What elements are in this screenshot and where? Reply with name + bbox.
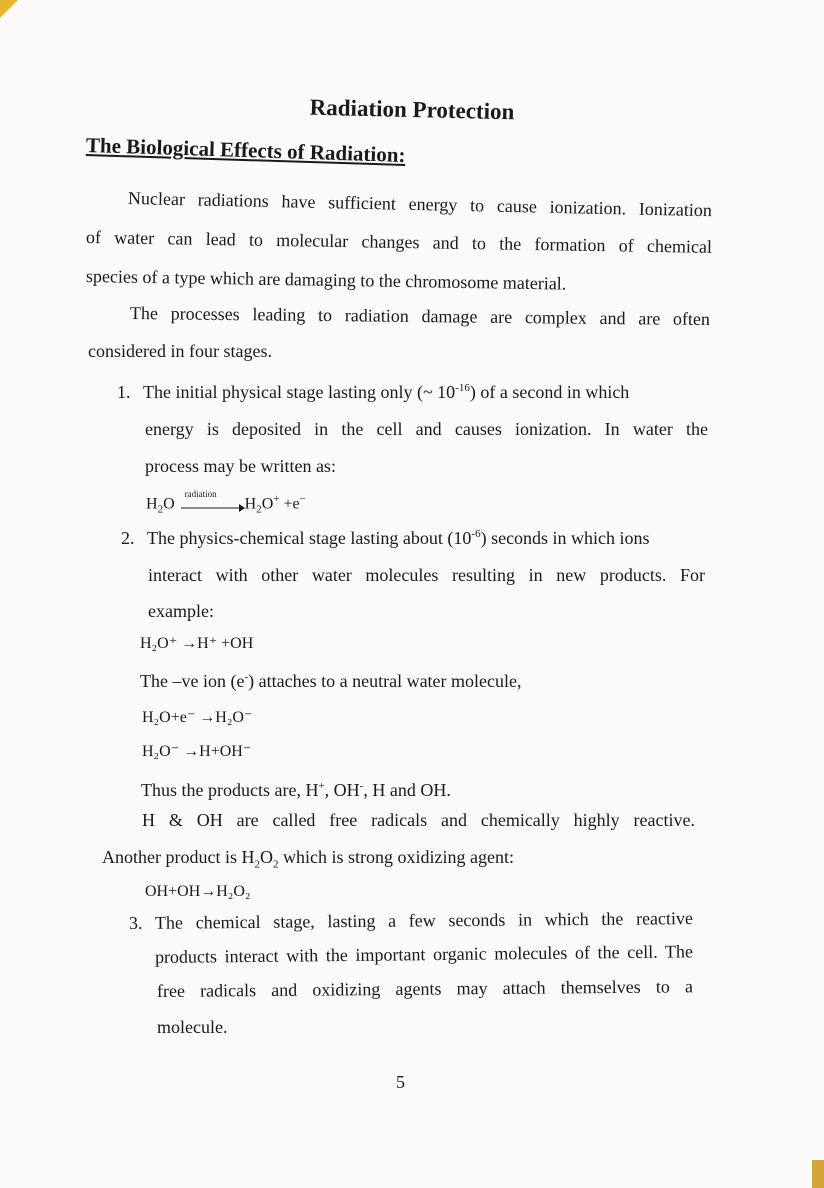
item3-number: 3. [128, 912, 143, 933]
para1-line2: of water can lead to molecular changes and to the formation of chemical [85, 227, 713, 257]
para1-line3: species of a type which are damaging to the chromosome material. [85, 266, 567, 294]
page-title: Radiation Protection [309, 94, 515, 125]
item2-note: The –ve ion (e-) attaches to a neutral water molecule, [140, 671, 522, 691]
item2-radicals: H & OH are called free radicals and chemically highly reactive. [142, 810, 695, 830]
item2-line1: 2. The physics-chemical stage lasting about $(10^{-6})$ seconds in which ions [121, 528, 650, 548]
item2-equation3: H₂O⁻ →H+OH⁻ [142, 743, 252, 760]
item2-another-product: Another product is $H_2O_2$ which is strong oxidizing agent: [102, 847, 514, 871]
item3-line2: products interact with the important organic molecules of the cell. The [154, 941, 694, 967]
item1-line3: process may be written as: [145, 456, 336, 476]
item2-equation1: H₂O⁺ →H⁺ +OH [140, 635, 254, 652]
corner-tab-bottom-right [812, 1160, 824, 1188]
item2-number: 2. [121, 528, 135, 548]
para2-line2: considered in four stages. [88, 341, 272, 361]
item2-equation4: OH+OH→H₂O₂ [145, 883, 251, 900]
item2-equation2: H₂O+e⁻ →H₂O⁻ [142, 709, 253, 726]
corner-tab-top-left [0, 0, 18, 18]
item1-line1: 1. The initial physical stage lasting only (~ $10^{-16}$) of a second in which [117, 382, 630, 402]
radiation-arrow: radiation [179, 497, 245, 513]
item2-products: Thus the products are, H+, OH-, H and OH. [141, 780, 451, 800]
item3-line1: 3. The chemical stage, lasting a few seconds in which the reactive [128, 908, 694, 933]
para1-line1: Nuclear radiations have sufficient energy to cause ionization. Ionization [127, 188, 713, 221]
item3-line3: free radicals and oxidizing agents may attach themselves to a [156, 976, 694, 1001]
page-number: 5 [396, 1072, 405, 1092]
item2-line2: interact with other water molecules resulting in new products. For [148, 565, 705, 585]
item3-line4: molecule. [157, 1017, 228, 1037]
section-heading: The Biological Effects of Radiation: [85, 133, 406, 168]
arrow-icon [179, 503, 245, 513]
item1-equation: $H_2O$ radiation $H_2O^+ +e^-$ [146, 488, 306, 516]
para2-line1: The processes leading to radiation damage are complex and are often [129, 303, 711, 330]
item2-line3: example: [148, 601, 214, 621]
item1-number: 1. [117, 382, 131, 402]
item1-line2: energy is deposited in the cell and causes ionization. In water the [145, 419, 708, 439]
